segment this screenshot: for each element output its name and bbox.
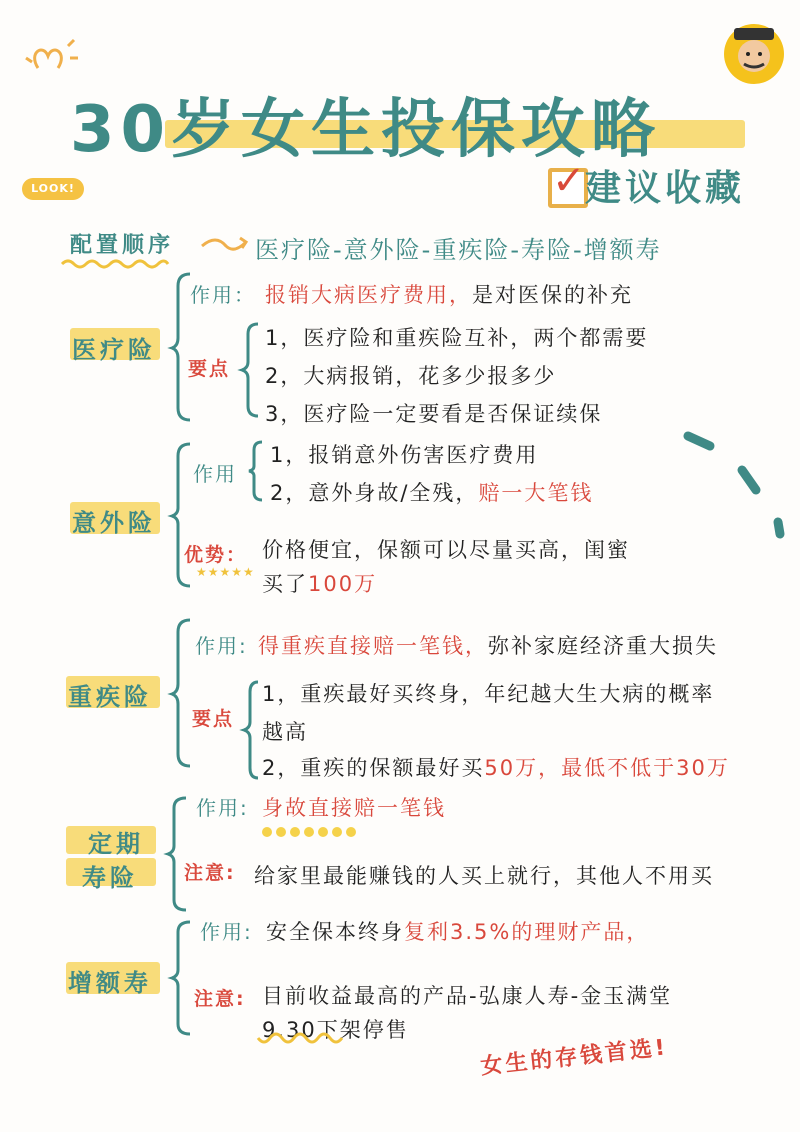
medical-point-3: 3，医疗险一定要看是否保证续保 — [265, 402, 603, 426]
whole-note-line2: 9.30下架停售 — [262, 1018, 409, 1042]
medical-use-key: 作用： — [190, 283, 256, 307]
term-use-red: 身故直接赔一笔钱 — [262, 796, 446, 820]
footer-slogan: 女生的存钱首选! — [479, 1035, 670, 1080]
medical-point-2: 2，大病报销，花多少报多少 — [265, 364, 557, 388]
order-value: 医疗险-意外险-重疾险-寿险-增额寿 — [255, 236, 662, 264]
term-bracket — [168, 796, 188, 912]
whole-use-key: 作用: — [200, 920, 253, 944]
critical-label: 重疾险 — [68, 683, 152, 711]
medical-bracket — [172, 272, 192, 422]
whole-use-plain: 安全保本终身 — [266, 920, 404, 944]
critical-use-red: 得重疾直接赔一笔钱， — [258, 634, 488, 658]
term-label-line2: 寿险 — [82, 864, 138, 892]
accident-adv-line2-red: 100万 — [308, 572, 378, 596]
critical-use-key: 作用: — [195, 634, 248, 658]
whole-label: 增额寿 — [68, 969, 152, 997]
critical-use-text — [258, 630, 718, 660]
accident-adv-line2-plain: 买了 — [262, 572, 308, 596]
whole-use-red: 复利3.5%的理财产品， — [404, 920, 650, 944]
term-label-line1: 定期 — [88, 830, 144, 858]
accident-adv-line1: 价格便宜，保额可以尽量买高，闺蜜 — [262, 538, 630, 562]
look-badge: LOOK! — [22, 178, 84, 200]
arrow-icon — [200, 232, 250, 256]
mascot-avatar-icon — [720, 18, 788, 86]
critical-points-key: 要点 — [192, 708, 235, 730]
star-rating: ★★★★★ — [196, 565, 255, 579]
critical-point-2 — [262, 752, 730, 782]
accident-label: 意外险 — [72, 509, 156, 537]
accident-adv-line2 — [262, 568, 377, 598]
critical-bracket — [172, 618, 192, 768]
whole-use-text — [266, 916, 649, 946]
medical-points-key: 要点 — [188, 358, 231, 380]
whole-note-key: 注意: — [194, 988, 246, 1010]
accident-use-2-plain: 2，意外身故/全残， — [270, 481, 479, 505]
accident-use-2 — [270, 477, 593, 507]
accident-use-2-red: 赔一大笔钱 — [478, 481, 594, 505]
term-note: 给家里最能赚钱的人买上就行，其他人不用买 — [254, 864, 714, 888]
critical-point-2-plain: 2，重疾的保额最好买 — [262, 756, 485, 780]
term-note-key: 注意: — [184, 862, 236, 884]
recommend-label: 建议收藏 — [585, 168, 746, 209]
medical-point-1: 1，医疗险和重疾险互补，两个都需要 — [265, 326, 649, 350]
critical-point-1-line2: 越高 — [262, 720, 308, 744]
accident-adv-key: 优势： — [184, 544, 248, 566]
page-title: 30岁女生投保攻略 — [70, 93, 662, 167]
yellow-loops-doodle — [256, 1032, 346, 1046]
decorative-dashes — [680, 430, 790, 550]
wavy-underline — [60, 258, 170, 270]
accident-use-1: 1，报销意外伤害医疗费用 — [270, 443, 539, 467]
whole-bracket — [172, 920, 192, 1036]
critical-use-rest: 弥补家庭经济重大损失 — [488, 634, 718, 658]
order-label: 配置顺序 — [70, 233, 175, 258]
critical-points-bracket — [242, 680, 260, 780]
medical-use-red: 报销大病医疗费用， — [265, 283, 472, 307]
accident-use-bracket — [248, 440, 264, 502]
checkmark-icon: ✓ — [552, 158, 586, 204]
critical-point-2-red: 50万，最低不低于30万 — [484, 756, 730, 780]
accident-use-key: 作用 — [193, 462, 237, 486]
medical-use-rest: 是对医保的补充 — [472, 283, 633, 307]
medical-points-bracket — [240, 322, 260, 418]
critical-point-1-line1: 1，重疾最好买终身，年纪越大生大病的概率 — [262, 682, 715, 706]
medical-use-text — [265, 279, 633, 309]
medical-label: 医疗险 — [72, 336, 156, 364]
yellow-dots — [262, 822, 360, 841]
term-use-key: 作用: — [196, 796, 249, 820]
whole-note-line1: 目前收益最高的产品-弘康人寿-金玉满堂 — [262, 984, 673, 1008]
